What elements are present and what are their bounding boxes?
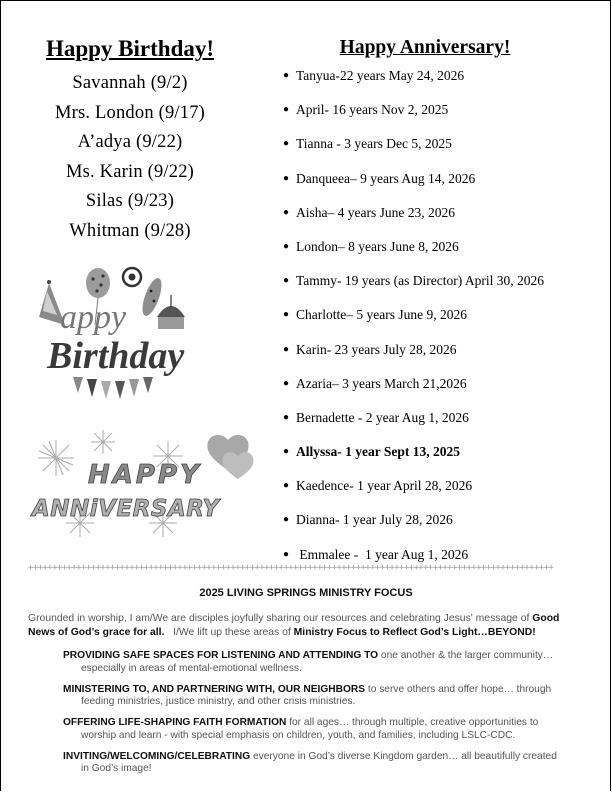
birthday-item: Mrs. London (9/17) bbox=[54, 102, 206, 123]
anniversary-item bbox=[283, 374, 583, 408]
birthday-item: A’adya (9/22) bbox=[77, 132, 183, 152]
focus-item-heading: OFFERING LIFE-SHAPING FAITH FORMATION bbox=[63, 717, 287, 728]
anniversary-item bbox=[283, 203, 583, 237]
anniversary-item-text: Emmalee - 1 year Aug 1, 2026 bbox=[296, 546, 469, 562]
birthday-item: Savannah (9/2) bbox=[72, 73, 188, 93]
anniversary-item-text: Tianna - 3 years Dec 5, 2025 bbox=[296, 136, 452, 152]
anniversary-item bbox=[283, 545, 583, 579]
birthday-art-text-birthday: Birthday bbox=[47, 335, 185, 377]
anniversary-item-text: Danqueea– 9 years Aug 14, 2026 bbox=[296, 170, 476, 186]
anniversary-art-text-anniversary: ANNiVERSARY bbox=[32, 496, 220, 522]
bullet-icon: ● bbox=[283, 138, 290, 150]
anniversary-art-text-happy: HAPPY bbox=[88, 460, 202, 490]
anniversary-item bbox=[283, 100, 583, 134]
bullet-icon: ● bbox=[283, 377, 290, 389]
anniversary-item bbox=[283, 442, 583, 476]
anniversary-item-text: Bernadette - 2 year Aug 1, 2026 bbox=[296, 409, 469, 425]
focus-item-heading: INVITING/WELCOMING/CELEBRATING bbox=[63, 750, 251, 762]
anniversary-item-text: Karin- 23 years July 28, 2026 bbox=[296, 341, 457, 357]
anniversary-item-text: Dianna- 1 year July 28, 2026 bbox=[296, 512, 453, 528]
anniversary-item-text: London– 8 years June 8, 2026 bbox=[296, 238, 459, 254]
cupcake-icon bbox=[157, 295, 185, 329]
birthday-heading: Happy Birthday! bbox=[45, 36, 215, 61]
anniversary-item bbox=[283, 66, 583, 100]
bullet-icon: ● bbox=[283, 70, 290, 81]
focus-item-text: everyone in God’s diverse Kingdom garden… all beautifully created in God’s image! bbox=[81, 750, 557, 774]
anniversary-heading: Happy Anniversary! bbox=[339, 37, 511, 58]
focus-item-text: for all ages… through multiple, creative opportunities to worship and learn - with special emphasis on children, youth, and families, including LSLC-CDC. bbox=[81, 717, 539, 741]
bullet-icon: ● bbox=[283, 172, 290, 184]
anniversary-item-text: Aisha– 4 years June 23, 2026 bbox=[296, 204, 455, 220]
anniversary-item-text: April- 16 years Nov 2, 2025 bbox=[296, 102, 449, 118]
bullet-icon: ● bbox=[283, 206, 290, 218]
heart-balloons-icon bbox=[207, 435, 253, 479]
anniversary-item-text: Allyssa- 1 year Sept 13, 2025 bbox=[296, 444, 460, 460]
intro-bold-text: Good News of God’s grace for all. bbox=[28, 613, 560, 638]
focus-item bbox=[63, 717, 563, 742]
ministry-focus-list bbox=[63, 650, 563, 784]
ministry-focus-heading: 2025 LIVING SPRINGS MINISTRY FOCUS bbox=[199, 587, 413, 599]
bullet-icon: ● bbox=[283, 514, 290, 526]
anniversary-item-text: Tammy- 19 years (as Director) April 30, 2026 bbox=[296, 273, 544, 289]
anniversary-item-text: Tanyua-22 years May 24, 2026 bbox=[296, 68, 465, 83]
bullet-icon: ● bbox=[283, 240, 290, 252]
bullet-icon: ● bbox=[283, 343, 290, 355]
anniversary-item bbox=[283, 134, 583, 168]
focus-item-heading: PROVIDING SAFE SPACES FOR LISTENING AND ATTENDING TO bbox=[63, 650, 379, 661]
focus-item bbox=[63, 684, 563, 709]
plus-divider: +++++++++++++++++++++++++++++++++++++++++++++++++++++++++++++++++++++++++++++++++++++++++++++++++++++++++++++ bbox=[28, 564, 554, 572]
intro-bold-text: Ministry Focus to Reflect God’s Light…BEYOND! bbox=[293, 627, 536, 638]
bullet-icon: ● bbox=[283, 548, 290, 560]
focus-item-heading: MINISTERING TO, AND PARTNERING WITH, OUR NEIGHBORS bbox=[63, 683, 366, 695]
lollipop-icon bbox=[123, 268, 141, 286]
happy-birthday-illustration bbox=[35, 255, 185, 410]
focus-item bbox=[63, 751, 563, 776]
birthday-item: Silas (9/23) bbox=[85, 191, 175, 211]
ministry-intro bbox=[28, 612, 588, 640]
anniversary-item bbox=[283, 271, 583, 305]
anniversary-item bbox=[283, 408, 583, 442]
birthday-art-text-happy: appy bbox=[60, 299, 127, 336]
bullet-icon: ● bbox=[283, 446, 290, 458]
birthday-list bbox=[40, 70, 220, 247]
focus-item-text: to serve others and offer hope… through feeding ministries, justice ministry, and other crisis ministries. bbox=[81, 683, 552, 707]
anniversary-list bbox=[283, 66, 583, 579]
anniversary-item bbox=[283, 237, 583, 271]
anniversary-item bbox=[283, 169, 583, 203]
bullet-icon: ● bbox=[283, 275, 290, 287]
intro-text: I/We lift up these areas of bbox=[164, 627, 294, 638]
bullet-icon: ● bbox=[283, 104, 290, 116]
focus-item-text: one another & the larger community… especially in areas of mental-emotional wellness. bbox=[81, 650, 554, 674]
bunting-icon bbox=[73, 377, 153, 399]
anniversary-item bbox=[283, 510, 583, 544]
birthday-item: Whitman (9/28) bbox=[69, 220, 191, 241]
anniversary-item bbox=[283, 340, 583, 374]
bullet-icon: ● bbox=[283, 480, 290, 492]
bullet-icon: ● bbox=[283, 309, 290, 321]
happy-anniversary-illustration bbox=[28, 428, 263, 543]
focus-item bbox=[63, 650, 563, 675]
anniversary-item bbox=[283, 476, 583, 510]
anniversary-item-text: Charlotte– 5 years June 9, 2026 bbox=[296, 307, 467, 323]
anniversary-item-text: Kaedence- 1 year April 28, 2026 bbox=[296, 478, 473, 494]
anniversary-item-text: Azaria– 3 years March 21,2026 bbox=[296, 375, 467, 391]
birthday-item: Ms. Karin (9/22) bbox=[65, 161, 195, 182]
bullet-icon: ● bbox=[283, 411, 290, 423]
anniversary-item bbox=[283, 305, 583, 339]
intro-text: Grounded in worship, I am/We are disciples joyfully sharing our resources and celebrating Jesus' message of bbox=[28, 613, 533, 624]
